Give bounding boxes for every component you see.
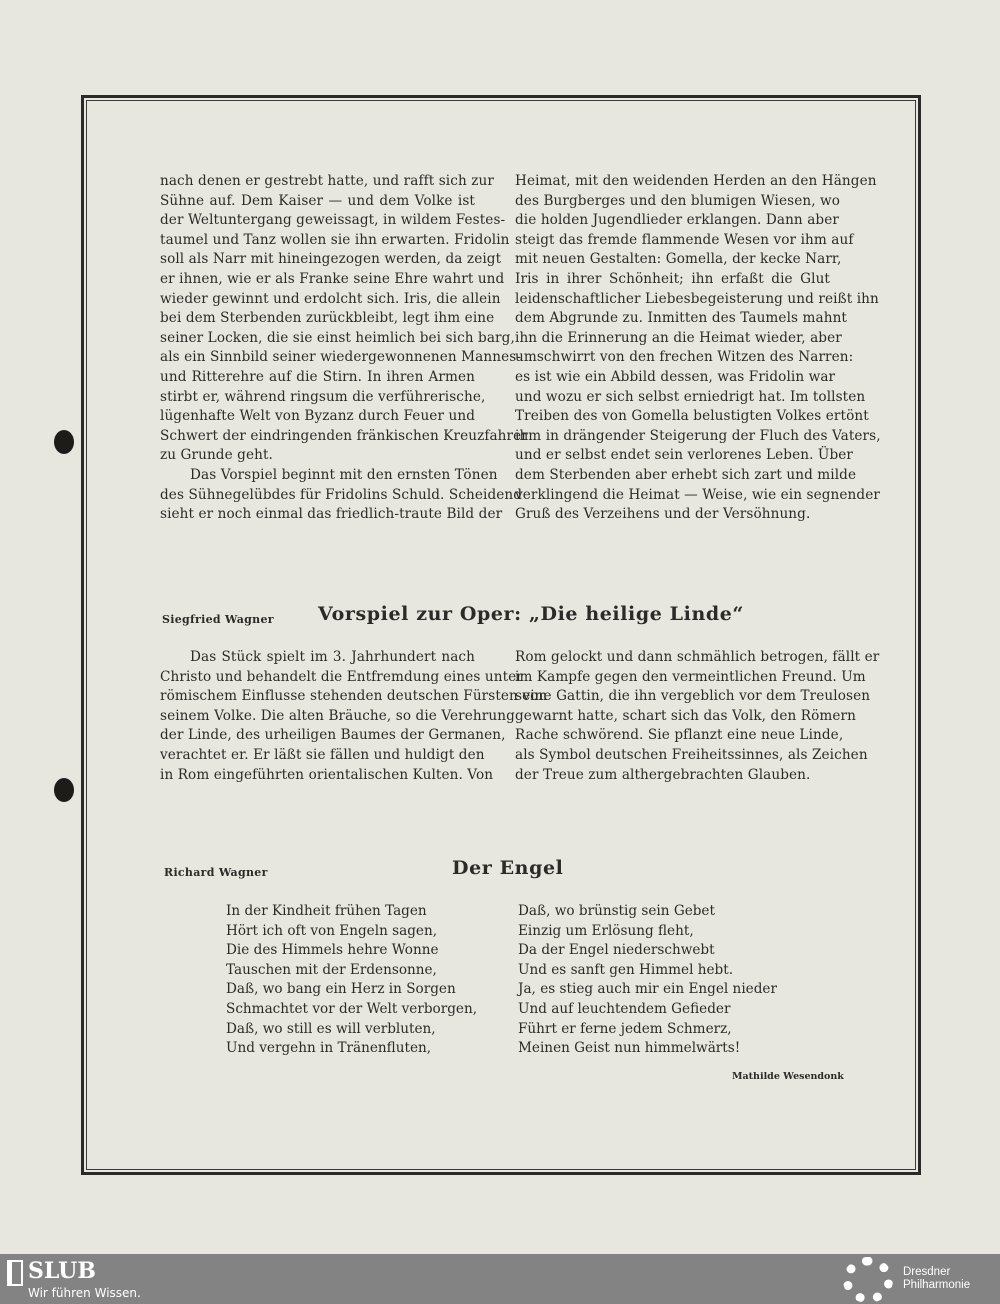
text-line: verachtet er. Er läßt sie fällen und huldigt den <box>160 746 485 763</box>
text-line: Einzig um Erlösung fleht, <box>518 922 694 939</box>
text-line: Das Stück spielt im 3. Jahrhundert nach <box>190 649 475 665</box>
section2-right-column <box>515 648 880 785</box>
text-line: In der Kindheit frühen Tagen <box>226 903 427 919</box>
slub-logo-text: SLUB <box>28 1258 96 1284</box>
text-line: verklingend die Heimat — Weise, wie ein segnender <box>515 486 880 503</box>
text-line: zu Grunde geht. <box>160 447 273 464</box>
text-line: im Kampfe gegen den vermeintlichen Freund. Um <box>515 668 866 685</box>
philharmonie-name <box>903 1266 970 1292</box>
text-line: Das Vorspiel beginnt mit den ernsten Tönen <box>190 466 498 483</box>
text-line: soll als Narr mit hineingezogen werden, da zeigt <box>160 251 502 268</box>
text-line: wieder gewinnt und erdolcht sich. Iris, die allein <box>160 290 501 307</box>
text-line: seine Gattin, die ihn vergeblich vor dem Treulosen <box>515 688 871 705</box>
text-line: sieht er noch einmal das friedlich-traute Bild der <box>160 506 503 523</box>
text-line: taumel und Tanz wollen sie ihn erwarten. Fridolin <box>160 231 510 248</box>
text-line: Meinen Geist nun himmelwärts! <box>518 1040 741 1057</box>
text-line: Daß, wo still es will verbluten, <box>226 1020 436 1037</box>
section1-right-column <box>515 172 881 525</box>
text-line: der Linde, des urheiligen Baumes der Germanen, <box>160 727 506 744</box>
text-line: seinem Volke. Die alten Bräuche, so die Verehrung <box>160 707 515 724</box>
text-line: Sühne auf. Dem Kaiser — und dem Volke ist <box>160 192 475 209</box>
punch-hole-bottom <box>54 778 74 802</box>
text-line: Rom gelockt und dann schmählich betrogen, fällt er <box>515 649 880 665</box>
text-line: ihm in drängender Steigerung der Fluch des Vaters, <box>515 427 881 444</box>
text-line: dem Abgrunde zu. Inmitten des Taumels mahnt <box>515 310 847 327</box>
text-line: leidenschaftlicher Liebesbegeisterung und reißt ihn <box>515 290 879 307</box>
philharmonie-name-line2: Philharmonie <box>903 1279 971 1291</box>
text-line: dem Sterbenden aber erhebt sich zart und milde <box>515 466 857 483</box>
text-line: bei dem Sterbenden zurückbleibt, legt ihm eine <box>160 310 495 327</box>
section2-title: Vorspiel zur Oper: „Die heilige Linde“ <box>318 603 744 625</box>
text-line: in Rom eingeführten orientalischen Kulten. Von <box>160 766 494 783</box>
section2-composer: Siegfried Wagner <box>162 613 274 626</box>
slub-logo-icon <box>7 1260 23 1286</box>
text-line: Ja, es stieg auch mir ein Engel nieder <box>518 981 777 998</box>
text-line: Christo und behandelt die Entfremdung eines unter <box>160 668 523 685</box>
text-line: Führt er ferne jedem Schmerz, <box>518 1020 732 1037</box>
text-line: ihn die Erinnerung an die Heimat wieder, aber <box>515 329 842 346</box>
text-line: Gruß des Verzeihens und der Versöhnung. <box>515 506 811 523</box>
text-line: Tauschen mit der Erdensonne, <box>226 961 437 978</box>
text-line: als Symbol deutschen Freiheitssinnes, als Zeichen <box>515 746 868 763</box>
text-line: lügenhafte Welt von Byzanz durch Feuer und <box>160 408 475 425</box>
text-line: und wozu er sich selbst erniedrigt hat. Im tollsten <box>515 388 866 405</box>
text-line: Daß, wo brünstig sein Gebet <box>518 903 715 919</box>
text-line: Die des Himmels hehre Wonne <box>226 942 439 959</box>
section1-left-column <box>160 172 528 525</box>
section3-title: Der Engel <box>452 857 564 879</box>
text-line: Da der Engel niederschwebt <box>518 942 715 959</box>
text-line: mit neuen Gestalten: Gomella, der kecke Narr, <box>515 251 842 268</box>
text-line: umschwirrt von den frechen Witzen des Narren: <box>515 349 854 366</box>
section3-composer: Richard Wagner <box>164 866 268 879</box>
text-line: Und es sanft gen Himmel hebt. <box>518 961 734 978</box>
text-line: der Weltuntergang geweissagt, in wildem Festes- <box>160 212 506 229</box>
text-line: Hört ich oft von Engeln sagen, <box>226 922 438 939</box>
slub-tagline: Wir führen Wissen. <box>28 1286 141 1300</box>
text-line: Heimat, mit den weidenden Herden an den Hängen <box>515 173 877 189</box>
text-line: Iris in ihrer Schönheit; ihn erfaßt die Glut <box>515 270 830 287</box>
text-line: Rache schwörend. Sie pflanzt eine neue Linde, <box>515 727 844 744</box>
text-line: und er selbst endet sein verlorenes Leben. Über <box>515 447 854 464</box>
text-line: des Burgberges und den blumigen Wiesen, wo <box>515 192 841 209</box>
text-line: es ist wie ein Abbild dessen, was Fridolin war <box>515 368 836 385</box>
text-line: als ein Sinnbild seiner wiedergewonnenen Mannes- <box>160 349 522 366</box>
text-line: die holden Jugendlieder erklangen. Dann aber <box>515 212 839 229</box>
poem-left-stanza <box>226 902 477 1059</box>
text-line: Daß, wo bang ein Herz in Sorgen <box>226 981 456 998</box>
text-line: seiner Locken, die sie einst heimlich bei sich barg, <box>160 329 515 346</box>
philharmonie-logo-icon <box>843 1257 893 1303</box>
text-line: nach denen er gestrebt hatte, und rafft sich zur <box>160 173 494 189</box>
text-line: stirbt er, während ringsum die verführerische, <box>160 388 486 405</box>
text-line: und Ritterehre auf die Stirn. In ihren Armen <box>160 368 475 385</box>
text-line: Und auf leuchtendem Gefieder <box>518 1000 731 1017</box>
poem-right-stanza <box>518 902 777 1059</box>
section2-left-column <box>160 648 548 785</box>
text-line: des Sühnegelübdes für Fridolins Schuld. Scheidend <box>160 486 523 503</box>
poem-author: Mathilde Wesendonk <box>732 1071 844 1082</box>
text-line: Und vergehn in Tränenfluten, <box>226 1040 432 1057</box>
text-line: Treiben des von Gomella belustigten Volkes ertönt <box>515 408 869 425</box>
text-line: gewarnt hatte, schart sich das Volk, den Römern <box>515 707 856 724</box>
text-line: Schwert der eindringenden fränkischen Kreuzfahrer <box>160 427 528 444</box>
text-line: er ihnen, wie er als Franke seine Ehre wahrt und <box>160 270 505 287</box>
text-line: Schmachtet vor der Welt verborgen, <box>226 1000 478 1017</box>
philharmonie-name-line1: Dresdner <box>903 1266 951 1278</box>
footer-bar <box>0 1254 1000 1304</box>
text-line: steigt das fremde flammende Wesen vor ihm auf <box>515 231 854 248</box>
text-line: der Treue zum althergebrachten Glauben. <box>515 766 811 783</box>
text-line: römischem Einflusse stehenden deutschen Fürsten von <box>160 688 548 705</box>
punch-hole-top <box>54 430 74 454</box>
